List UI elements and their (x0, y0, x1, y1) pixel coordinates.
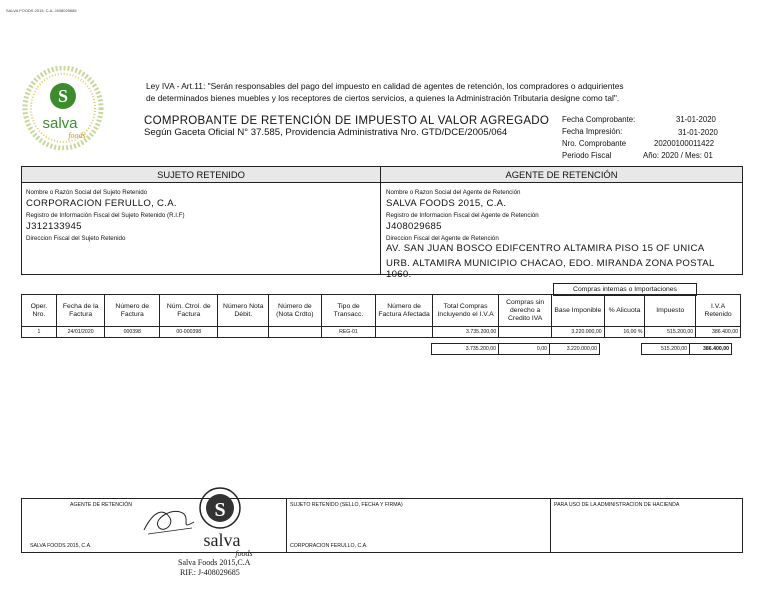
cell-control: 00-000398 (160, 327, 218, 338)
total-sin-derecho: 0,00 (499, 344, 550, 355)
total-retenido: 386.400,00 (690, 344, 732, 355)
periodo-fiscal-label: Periodo Fiscal (562, 151, 612, 160)
nro-comprobante-label: Nro. Comprobante (562, 139, 627, 148)
col-numero: Número de Factura (105, 295, 160, 327)
col-fecha: Fecha de la Factura (56, 295, 105, 327)
nro-comprobante-value: 20200100011422 (654, 139, 715, 148)
col-debito: Número Nota Débit. (218, 295, 269, 327)
cell-retenido: 386.400,00 (696, 327, 741, 338)
cell-debito (218, 327, 269, 338)
stamp-sub: foods (235, 549, 253, 558)
agente-signature-label: AGENTE DE RETENCIÓN (70, 502, 132, 508)
agente-dir-label: Direccion Fiscal del Agente de Retención (386, 235, 499, 242)
cell-sin-derecho (499, 327, 552, 338)
cell-base: 3.220.000,00 (551, 327, 604, 338)
fecha-comprobante-value: 31-01-2020 (676, 115, 716, 124)
stamp-brand: salva (203, 530, 241, 550)
agente-name: SALVA FOODS 2015, C.A. (386, 198, 507, 209)
legal-line-2: de determinados bienes muebles y los receptores de ciertos servicios, a quienes la Administración Tributaria designe como tal". (146, 93, 620, 103)
cell-tipo: REG-01 (321, 327, 376, 338)
col-afectada: Número de Factura Afectada (376, 295, 433, 327)
agente-name-label: Nombre o Razon Social del Agente de Retención (386, 189, 521, 196)
col-oper: Oper. Nro. (22, 295, 57, 327)
signature-box (21, 498, 743, 553)
totals-table (431, 343, 732, 355)
agente-rif: J408029685 (386, 221, 442, 232)
col-sin-derecho: Compras sin derecho a Credito IVA (499, 295, 552, 327)
logo-sub: foods (68, 131, 86, 140)
hacienda-label: PARA USO DE LA ADMINISTRACION DE HACIENDA (554, 502, 680, 508)
sujeto-signature-label: SUJETO RETENIDO (SELLO, FECHA Y FIRMA) (290, 502, 403, 508)
company-stamp (194, 486, 264, 558)
totals-row (432, 344, 732, 355)
total-compras: 3.735.200,00 (432, 344, 499, 355)
invoice-table (21, 294, 741, 338)
col-alicuota: % Alicuota (604, 295, 645, 327)
fecha-impresion-value: 31-01-2020 (678, 128, 718, 137)
agente-signature-name: SALVA FOODS 2015, C.A. (30, 543, 92, 549)
col-impuesto: Impuesto (645, 295, 696, 327)
fecha-impresion-label: Fecha Impresión: (562, 127, 623, 136)
document-title: COMPROBANTE DE RETENCIÓN DE IMPUESTO AL VALOR AGREGADO (144, 115, 550, 127)
col-base: Base Imponible (551, 295, 604, 327)
cell-fecha: 24/01/2020 (56, 327, 105, 338)
col-retenido: I.V.A Retenido (696, 295, 741, 327)
fecha-comprobante-label: Fecha Comprobante: (562, 115, 636, 124)
col-total: Total Compras Incluyendo el I.V.A (432, 295, 498, 327)
sujeto-dir-label: Direccion Fiscal del Sujeto Retenido (26, 235, 126, 242)
agente-header: AGENTE DE RETENCIÓN (381, 167, 742, 183)
stamp-line-1: Salva Foods 2015,C.A (178, 558, 251, 567)
col-tipo: Tipo de Transacc. (321, 295, 376, 327)
cell-oper: 1 (22, 327, 57, 338)
cell-impuesto: 515.200,00 (645, 327, 696, 338)
handwritten-signature (140, 500, 200, 540)
agente-rif-label: Registro de Informacion Fiscal del Agente de Retención (386, 212, 539, 219)
agente-dir-1: AV. SAN JUAN BOSCO EDIFCENTRO ALTAMIRA PISO 15 OF UNICA (386, 243, 705, 254)
col-credito: Número de (Nota Crdto) (269, 295, 322, 327)
total-impuesto: 515.200,00 (642, 344, 690, 355)
sujeto-rif-label: Registro de Información Fiscal del Sujeto Retenido (R.I.F) (26, 212, 185, 219)
periodo-fiscal-value: Año: 2020 / Mes: 01 (643, 151, 713, 160)
col-control: Núm. Ctrol. de Factura (160, 295, 218, 327)
table-row (22, 327, 741, 338)
cell-credito (269, 327, 322, 338)
stamp-line-2: RIF.: J-408029685 (180, 568, 240, 577)
document-subtitle: Según Gaceta Oficial N° 37.585, Providencia Administrativa Nro. GTD/DCE/2005/064 (144, 127, 508, 138)
sujeto-name: CORPORACION FERULLO, C.A. (26, 198, 177, 209)
sujeto-name-label: Nombre o Razón Social del Sujeto Retenido (26, 189, 148, 196)
salva-foods-logo (22, 66, 104, 150)
logo-brand: salva (42, 115, 78, 132)
sujeto-header: SUJETO RETENIDO (22, 167, 380, 183)
legal-line-1: Ley IVA - Art.11: "Serán responsables del pago del impuesto en calidad de agentes de retención, los compradores o adquirientes (146, 81, 624, 91)
parties-box (21, 166, 743, 280)
cell-total: 3.735.200,00 (432, 327, 498, 338)
agente-dir-2: URB. ALTAMIRA MUNICIPIO CHACAO, EDO. MIRANDA ZONA POSTAL 1060. (386, 258, 715, 280)
total-base: 3.220.000,00 (550, 344, 600, 355)
sujeto-signature-name: CORPORACION FERULLO, C.A. (290, 543, 368, 549)
watermark-text: SALVA FOODS 2015, C.A. J408029685 (6, 8, 77, 13)
table-group-header: Compras internas o Importaciones (553, 283, 697, 296)
cell-afectada (376, 327, 433, 338)
logo-letter: S (57, 86, 69, 106)
sujeto-rif: J312133945 (26, 221, 82, 232)
stamp-letter: S (214, 499, 226, 521)
cell-numero: 000398 (105, 327, 160, 338)
cell-alicuota: 16,00 % (604, 327, 645, 338)
table-header-row (22, 295, 741, 327)
